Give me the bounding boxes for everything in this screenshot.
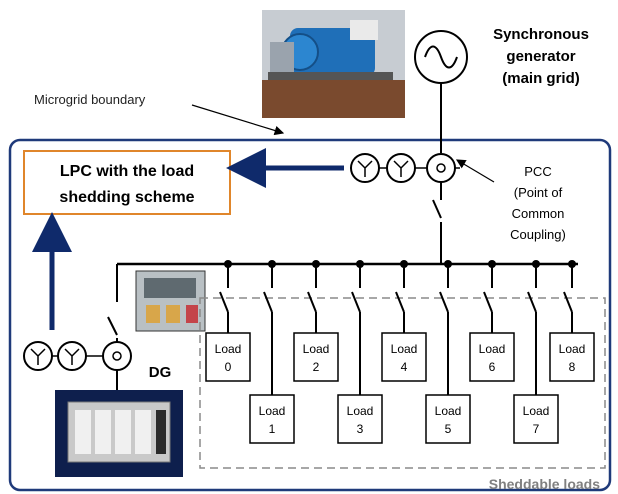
load-number: 8 xyxy=(568,360,576,374)
load-name: Load xyxy=(522,404,550,418)
load-3 xyxy=(338,260,382,443)
dg-label: DG xyxy=(148,364,172,381)
pcc-label-line-4: Coupling) xyxy=(510,227,566,242)
load-switch[interactable] xyxy=(440,292,448,312)
load-0 xyxy=(206,260,250,381)
load-switch[interactable] xyxy=(484,292,492,312)
load-1 xyxy=(250,260,294,443)
load-number: 5 xyxy=(444,422,452,436)
dg-equipment-photo xyxy=(55,390,183,477)
load-number: 1 xyxy=(268,422,276,436)
sheddable-label: Sheddable loads xyxy=(488,476,600,492)
load-switch[interactable] xyxy=(396,292,404,312)
load-name: Load xyxy=(434,404,462,418)
pcc-label-line-2: (Point of xyxy=(513,185,563,200)
load-name: Load xyxy=(478,342,506,356)
load-switch[interactable] xyxy=(528,292,536,312)
load-name: Load xyxy=(214,342,242,356)
load-8 xyxy=(550,260,594,381)
dg-switch xyxy=(108,317,117,335)
generator-label-line-1: Synchronous xyxy=(493,26,589,43)
load-switch[interactable] xyxy=(308,292,316,312)
load-number: 2 xyxy=(312,360,320,374)
load-2 xyxy=(294,260,338,381)
loads xyxy=(206,260,594,443)
load-number: 3 xyxy=(356,422,364,436)
dg-panel-photo xyxy=(136,271,205,331)
pcc-transformer xyxy=(350,154,460,182)
load-number: 0 xyxy=(224,360,232,374)
load-name: Load xyxy=(302,342,330,356)
load-number: 7 xyxy=(532,422,540,436)
pcc-label-line-1: PCC xyxy=(524,164,552,179)
load-switch[interactable] xyxy=(564,292,572,312)
pcc-switch xyxy=(433,200,441,218)
load-5 xyxy=(426,260,470,443)
boundary-label: Microgrid boundary xyxy=(34,92,146,107)
pcc-label xyxy=(510,164,566,242)
load-switch[interactable] xyxy=(264,292,272,312)
lpc-line-1: LPC with the load xyxy=(59,163,195,180)
load-name: Load xyxy=(346,404,374,418)
pcc-label-line-3: Common xyxy=(511,206,565,221)
load-switch[interactable] xyxy=(352,292,360,312)
lpc-line-2: shedding scheme xyxy=(59,189,195,206)
load-name: Load xyxy=(390,342,418,356)
load-number: 4 xyxy=(400,360,408,374)
load-name: Load xyxy=(558,342,586,356)
generator-label-line-2: generator xyxy=(506,48,576,65)
load-name: Load xyxy=(258,404,286,418)
generator-photo xyxy=(262,10,405,118)
load-switch[interactable] xyxy=(220,292,228,312)
generator-label-line-3: (main grid) xyxy=(502,70,580,87)
pcc-pointer xyxy=(457,160,494,182)
load-number: 6 xyxy=(488,360,496,374)
generator-label xyxy=(493,26,589,87)
load-4 xyxy=(382,260,426,381)
load-6 xyxy=(470,260,514,381)
dg-transformer xyxy=(24,342,131,370)
